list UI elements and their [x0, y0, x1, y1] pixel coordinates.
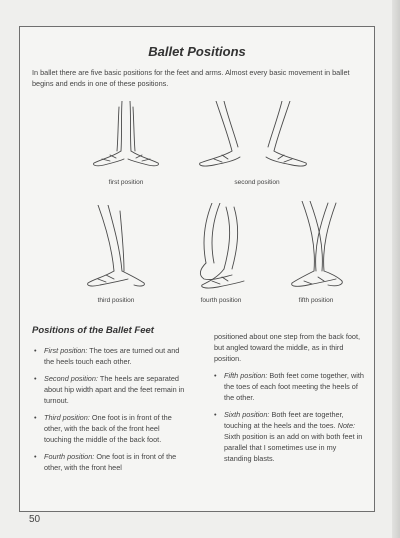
continued-text: positioned about one step from the back foot, but angled toward the middle, as in third position. [214, 332, 361, 363]
fifth-position-illustration [284, 201, 348, 293]
caption-fifth-position: fifth position [298, 297, 334, 304]
left-column [34, 345, 186, 479]
fourth-position-illustration [182, 203, 258, 293]
list-item: • Third position: One foot is in front of the other, with the back of the front heel touching the middle of the back foot. [34, 413, 172, 444]
second-position-illustration [192, 101, 314, 171]
first-position-illustration [90, 101, 162, 171]
page-number: 50 [29, 514, 41, 525]
list-item: • Fifth position: Both feet come together, with the toes of each foot meeting the heels of the other. [214, 371, 364, 402]
caption-third-position: third position [97, 297, 135, 304]
content-box [19, 26, 375, 512]
third-position-illustration [84, 205, 148, 293]
page-edge [392, 0, 400, 538]
list-item: • Second position: The heels are separated about hip width apart and the feet remain in turnout. [34, 374, 185, 405]
list-item: • First position: The toes are turned out and the heels touch each other. [34, 346, 180, 366]
right-column [214, 331, 364, 470]
list-item: • Sixth position: Both feet are together, touching at the heels and the toes. Note: Sixth position is an add on with both feet in parallel that I sometimes use in my standing blasts. [214, 410, 363, 463]
list-item: • Fourth position: One foot is in front of the other, with the front heel [34, 452, 177, 472]
caption-second-position: second position [234, 179, 280, 186]
caption-first-position: first position [108, 179, 144, 186]
caption-fourth-position: fourth position [200, 297, 242, 304]
intro-paragraph: In ballet there are five basic positions for the feet and arms. Almost every basic movement in ballet begins and ends in one of these positions. [32, 68, 350, 88]
section-heading: Positions of the Ballet Feet [32, 325, 154, 336]
page-title: Ballet Positions [148, 44, 246, 59]
